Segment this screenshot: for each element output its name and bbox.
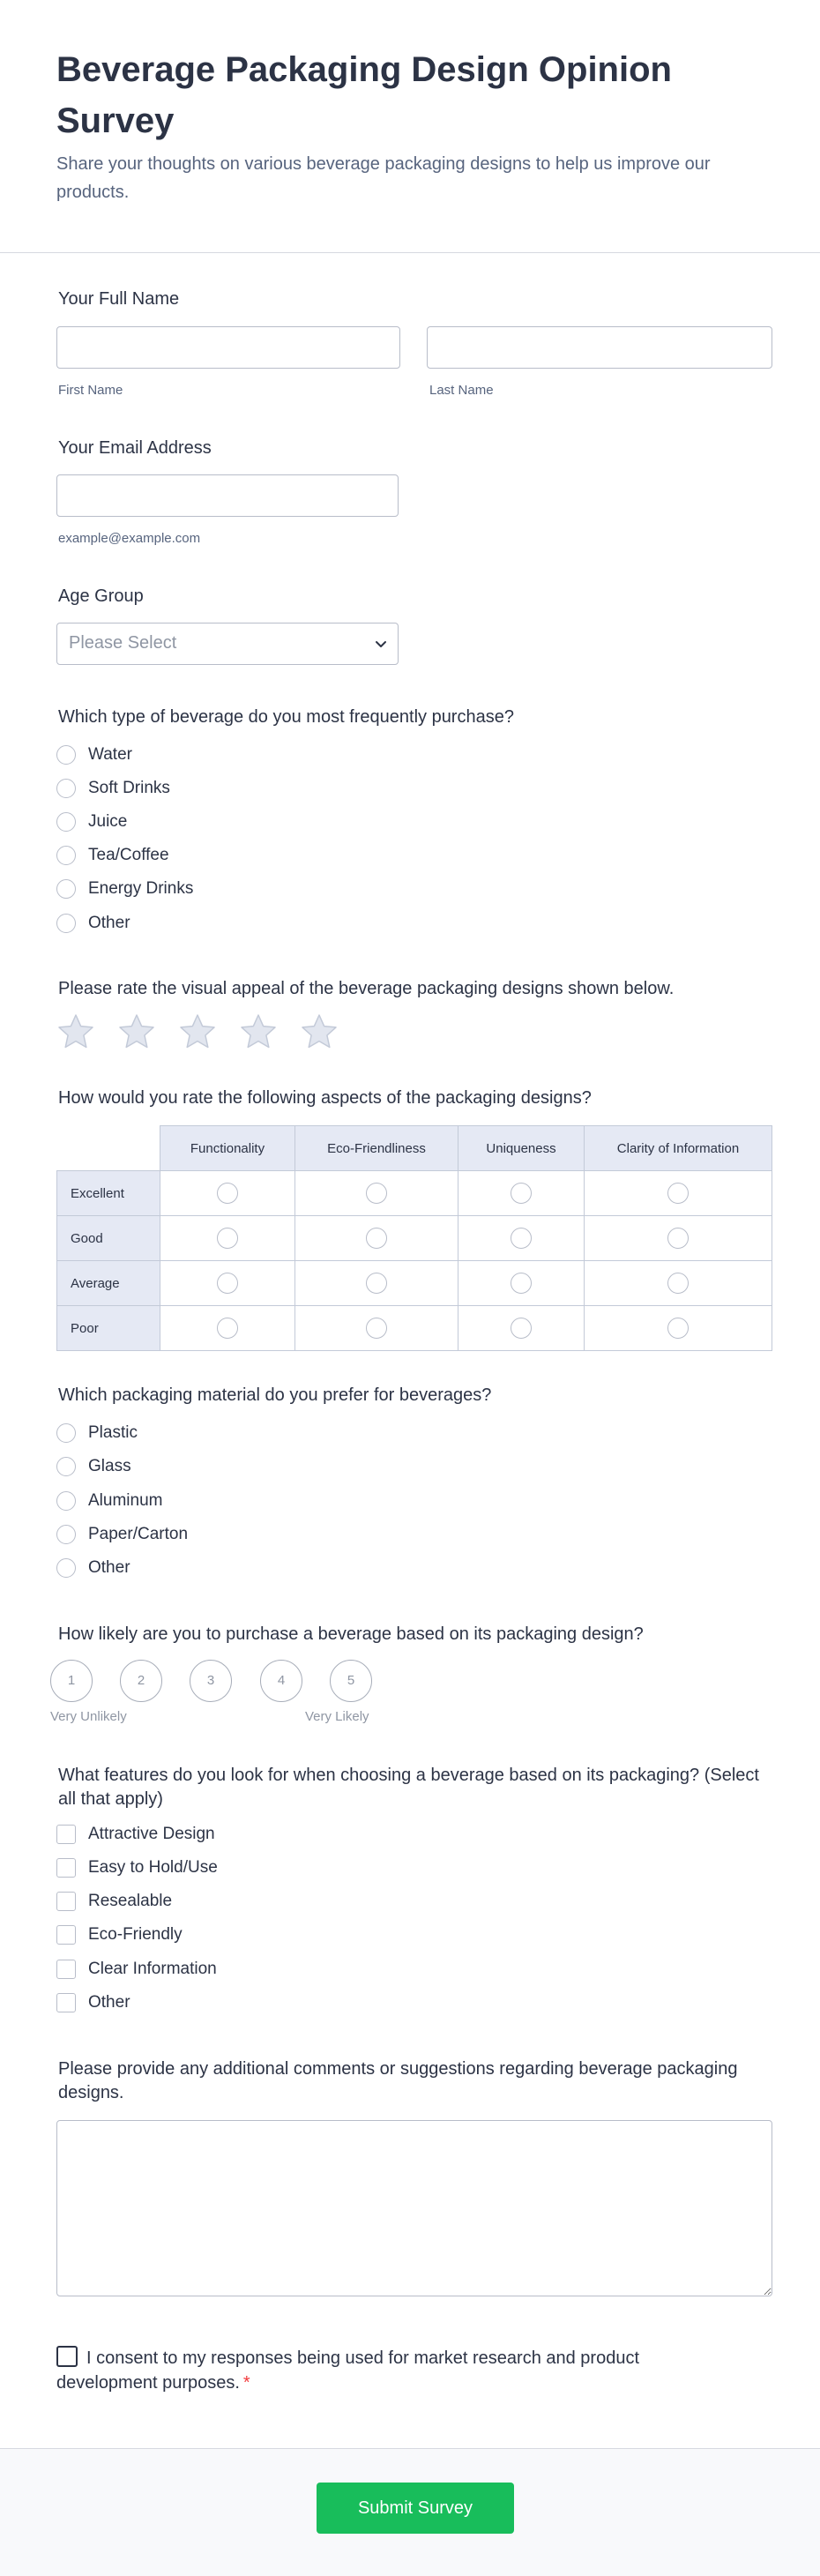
option-label: Plastic [88,1423,138,1442]
matrix-radio[interactable] [667,1228,689,1249]
radio-button[interactable] [56,914,76,933]
radio-button[interactable] [56,1457,76,1476]
consent-text: I consent to my responses being used for market research and product development purposes. [56,2348,640,2393]
option-label: Clear Information [88,1960,217,1978]
last-name-input[interactable] [427,326,772,369]
star-icon[interactable] [56,1012,95,1051]
beverage-option[interactable] [56,877,193,900]
matrix-column-header: Functionality [160,1126,295,1171]
scale-option-5[interactable]: 5 [330,1660,372,1702]
matrix-corner [57,1126,160,1171]
matrix-radio[interactable] [667,1318,689,1339]
feature-option[interactable] [56,1923,183,1946]
scale-option-4[interactable]: 4 [260,1660,302,1702]
radio-button[interactable] [56,879,76,899]
star-icon[interactable] [239,1012,278,1051]
scale-option-2[interactable]: 2 [120,1660,162,1702]
visual-appeal-label: Please rate the visual appeal of the beverage packaging designs shown below. [58,979,675,998]
matrix-row-header: Good [57,1216,160,1261]
radio-button[interactable] [56,812,76,832]
star-icon[interactable] [178,1012,217,1051]
feature-option[interactable] [56,1823,215,1846]
scale-option-1[interactable]: 1 [50,1660,93,1702]
matrix-radio[interactable] [511,1183,532,1204]
matrix-radio[interactable] [366,1183,387,1204]
matrix-radio[interactable] [217,1318,238,1339]
checkbox[interactable] [56,1993,76,2012]
radio-button[interactable] [56,745,76,765]
star-icon[interactable] [117,1012,156,1051]
aspects-label: How would you rate the following aspects of the packaging designs? [58,1088,592,1108]
radio-button[interactable] [56,1525,76,1544]
checkbox[interactable] [56,1925,76,1945]
feature-option[interactable] [56,1991,130,2014]
matrix-column-header: Eco-Friendliness [295,1126,458,1171]
form-header [0,0,820,253]
chevron-down-icon [375,638,387,650]
beverage-option[interactable] [56,912,130,935]
first-name-input[interactable] [56,326,400,369]
matrix-row-header: Average [57,1261,160,1306]
feature-option[interactable] [56,1890,172,1913]
email-input[interactable] [56,474,399,517]
option-label: Attractive Design [88,1825,215,1843]
features-label: What features do you look for when choosing a beverage based on its packaging? (Select all that apply) [58,1766,759,1809]
option-label: Other [88,914,130,932]
matrix-radio[interactable] [217,1228,238,1249]
beverage-option[interactable] [56,743,132,766]
consent-field[interactable] [56,2346,727,2395]
matrix-radio[interactable] [366,1318,387,1339]
page-subtitle: Share your thoughts on various beverage packaging designs to help us improve our products. [56,154,711,202]
age-group-selected: Please Select [69,633,177,653]
beverage-option[interactable] [56,777,170,800]
first-name-sublabel: First Name [58,383,123,398]
option-label: Juice [88,812,128,831]
option-label: Paper/Carton [88,1525,189,1543]
matrix-radio[interactable] [366,1228,387,1249]
radio-button[interactable] [56,1558,76,1578]
radio-button[interactable] [56,779,76,798]
form-footer [0,2448,820,2576]
comments-textarea[interactable] [56,2120,772,2296]
beverage-option[interactable] [56,810,127,833]
option-label: Eco-Friendly [88,1925,183,1944]
feature-option[interactable] [56,1958,217,1981]
matrix-radio[interactable] [511,1318,532,1339]
option-label: Easy to Hold/Use [88,1858,218,1877]
checkbox[interactable] [56,1892,76,1911]
age-group-label: Age Group [58,586,144,606]
email-sublabel: example@example.com [58,531,201,546]
radio-button[interactable] [56,1491,76,1511]
matrix-radio[interactable] [217,1183,238,1204]
option-label: Resealable [88,1892,173,1910]
star-rating [56,1012,361,1051]
option-label: Other [88,1993,130,2012]
radio-button[interactable] [56,846,76,865]
scale-low-label: Very Unlikely [50,1709,127,1724]
material-option[interactable] [56,1557,130,1579]
option-label: Soft Drinks [88,779,170,797]
option-label: Aluminum [88,1491,163,1510]
material-label: Which packaging material do you prefer for beverages? [58,1385,492,1405]
matrix-radio[interactable] [366,1273,387,1294]
option-label: Energy Drinks [88,879,194,898]
feature-option[interactable] [56,1856,218,1879]
matrix-column-header: Uniqueness [458,1126,585,1171]
matrix-row-header: Poor [57,1306,160,1351]
submit-survey-button[interactable]: Submit Survey [317,2483,514,2534]
checkbox[interactable] [56,1858,76,1878]
beverage-type-label: Which type of beverage do you most frequently purchase? [58,707,514,727]
aspects-matrix [56,1125,772,1351]
required-mark: * [242,2373,250,2393]
matrix-row-header: Excellent [57,1171,160,1216]
radio-button[interactable] [56,1423,76,1443]
matrix-radio[interactable] [511,1228,532,1249]
matrix-column-header: Clarity of Information [585,1126,772,1171]
last-name-sublabel: Last Name [429,383,494,398]
matrix-radio[interactable] [667,1183,689,1204]
material-option[interactable] [56,1455,131,1478]
material-option[interactable] [56,1490,162,1512]
consent-checkbox[interactable] [56,2346,78,2367]
material-option[interactable] [56,1422,138,1445]
beverage-option[interactable] [56,844,169,867]
matrix-radio[interactable] [511,1273,532,1294]
star-icon[interactable] [300,1012,339,1051]
option-label: Glass [88,1457,131,1475]
likelihood-label: How likely are you to purchase a beverage based on its packaging design? [58,1624,644,1644]
matrix-radio[interactable] [667,1273,689,1294]
checkbox[interactable] [56,1960,76,1979]
age-group-select[interactable] [56,623,399,665]
page-title: Beverage Packaging Design Opinion Survey [56,50,672,140]
option-label: Water [88,745,132,764]
scale-high-label: Very Likely [305,1709,369,1724]
email-label: Your Email Address [58,438,212,458]
material-option[interactable] [56,1523,188,1546]
scale-option-3[interactable]: 3 [190,1660,232,1702]
comments-label: Please provide any additional comments or suggestions regarding beverage packaging designs. [58,2059,738,2102]
matrix-radio[interactable] [217,1273,238,1294]
option-label: Other [88,1558,130,1577]
full-name-label: Your Full Name [58,289,180,309]
option-label: Tea/Coffee [88,846,169,864]
checkbox[interactable] [56,1825,76,1844]
